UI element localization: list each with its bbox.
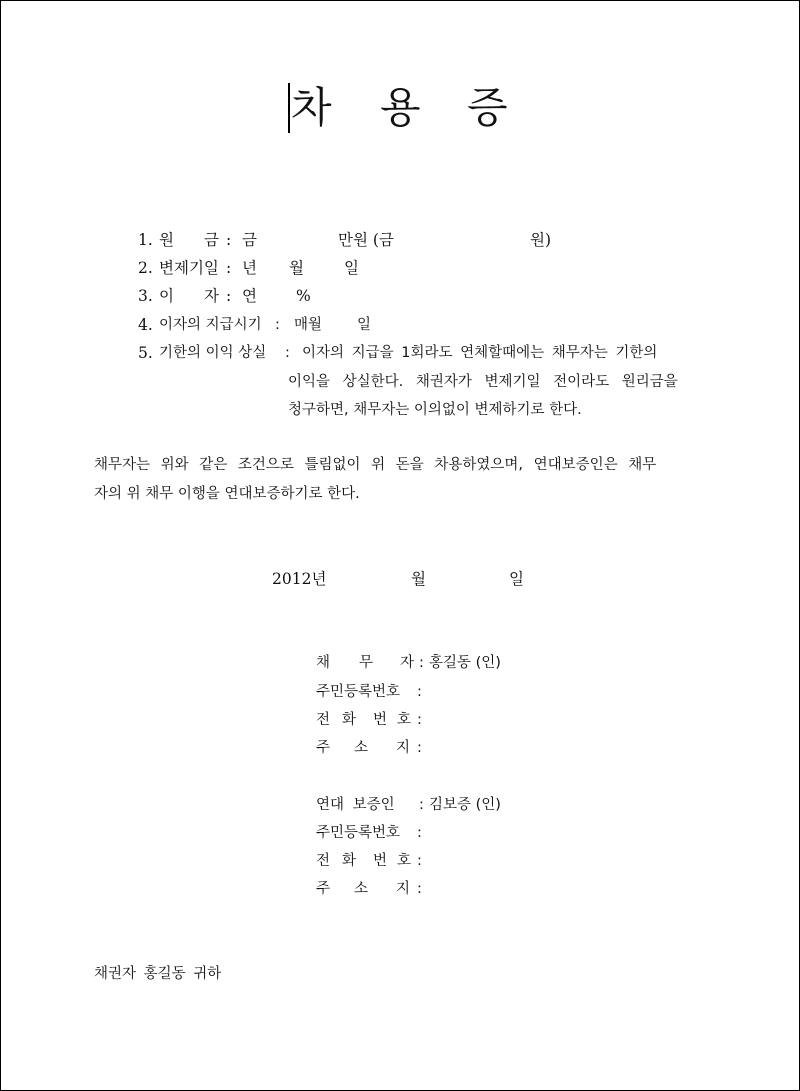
- item-number: 3.: [138, 287, 153, 305]
- clause-line: 이자의 지급을 1회라도 연체할때에는 채무자는 기한의: [302, 345, 658, 361]
- year-unit: 년: [242, 259, 257, 277]
- date-month: 월: [411, 570, 426, 588]
- label-char: 자: [400, 655, 415, 671]
- label-char: 주: [316, 740, 331, 756]
- debtor-name: 홍길동 (인): [429, 655, 501, 671]
- paragraph-line: 자의 위 채무 이행을 연대보증하기로 한다.: [94, 486, 360, 502]
- label-char: 지: [396, 740, 411, 756]
- item-number: 2.: [138, 259, 153, 277]
- day-unit: 일: [344, 259, 359, 277]
- colon: :: [417, 825, 422, 841]
- label-char: 주: [316, 881, 331, 897]
- colon: :: [417, 712, 422, 728]
- label-char: 전: [316, 712, 331, 728]
- colon: :: [417, 853, 422, 869]
- colon: :: [417, 740, 422, 756]
- percent-sign: %: [296, 287, 311, 305]
- amount-unit: 원): [530, 231, 552, 249]
- creditor-line: 채권자 홍길동 귀하: [94, 966, 222, 982]
- label-char: 전: [316, 853, 331, 869]
- amount-prefix: 금: [242, 231, 257, 249]
- label-char: 채: [316, 655, 331, 671]
- label-char: 무: [359, 655, 374, 671]
- period-prefix: 매월: [294, 317, 323, 333]
- colon: :: [419, 797, 424, 813]
- rate-prefix: 연: [242, 287, 257, 305]
- colon: :: [417, 881, 422, 897]
- title-char-1: 차: [291, 83, 332, 132]
- item-number: 1.: [138, 231, 153, 249]
- item-number: 5.: [138, 344, 153, 362]
- clause-line: 청구하면, 채무자는 이의없이 변제하기로 한다.: [288, 402, 582, 418]
- item-label: 변제기일: [159, 259, 219, 277]
- colon: :: [226, 259, 232, 277]
- clause-line: 이익을 상실한다. 채권자가 변제기일 전이라도 원리금을: [288, 374, 678, 390]
- colon: :: [285, 345, 290, 361]
- date-year: 2012년: [272, 570, 327, 588]
- colon: :: [226, 287, 232, 305]
- colon: :: [275, 317, 280, 333]
- item-label: 금: [204, 231, 219, 249]
- paragraph-line: 채무자는 위와 같은 조건으로 틀림없이 위 돈을 차용하였으며, 연대보증인은 채무: [94, 457, 657, 473]
- item-label: 기한의 이익 상실: [159, 345, 267, 361]
- item-label: 이자의 지급시기: [159, 317, 262, 333]
- label-char: 호: [397, 712, 412, 728]
- label-char: 지: [396, 881, 411, 897]
- label-char: 번: [373, 853, 388, 869]
- day-unit: 일: [357, 317, 372, 333]
- colon: :: [226, 231, 232, 249]
- label-char: 소: [354, 740, 369, 756]
- guarantor-name: 김보증 (인): [429, 797, 501, 813]
- label-char: 소: [354, 881, 369, 897]
- label-char: 화: [342, 853, 357, 869]
- item-label: 이: [159, 287, 174, 305]
- title-char-3: 증: [467, 83, 508, 132]
- item-label: 자: [204, 287, 219, 305]
- id-number-label: 주민등록번호: [316, 684, 401, 700]
- id-number-label: 주민등록번호: [316, 825, 401, 841]
- amount-unit: 만원 (금: [338, 231, 394, 249]
- colon: :: [419, 655, 424, 671]
- text-cursor: [288, 83, 290, 133]
- item-number: 4.: [138, 316, 153, 334]
- label-char: 번: [373, 712, 388, 728]
- month-unit: 월: [289, 259, 304, 277]
- label-char: 화: [342, 712, 357, 728]
- title-char-2: 용: [380, 83, 421, 132]
- label-char: 호: [397, 853, 412, 869]
- colon: :: [417, 684, 422, 700]
- date-day: 일: [509, 570, 524, 588]
- guarantor-label: 연대 보증인: [316, 797, 395, 813]
- item-label: 원: [159, 231, 174, 249]
